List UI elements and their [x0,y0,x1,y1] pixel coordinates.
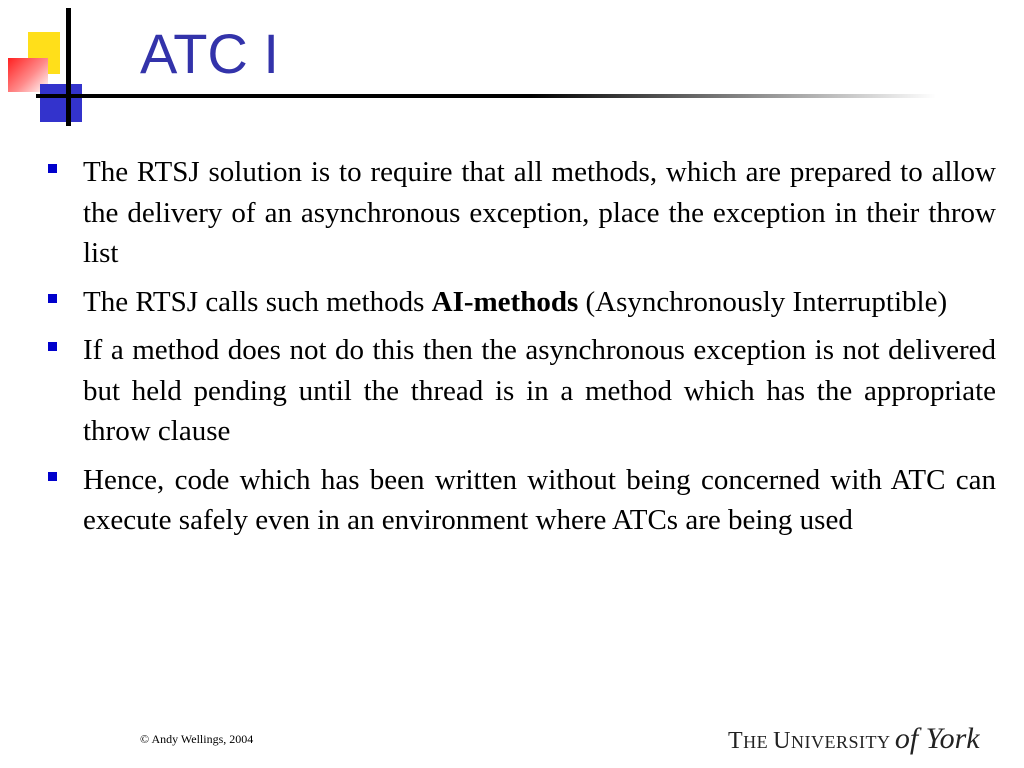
bullet-item [48,282,996,323]
slide-title: ATC I [140,22,279,85]
bullet-item [48,152,996,274]
decor-vertical-line [66,8,71,126]
bullet-text-pre: The RTSJ calls such methods [83,285,432,318]
bullet-square-icon [48,472,57,481]
bullet-text: If a method does not do this then the asynchronous exception is not delivered but held pending until the thread is in a method which has the appropriate throw clause [83,334,996,447]
bullet-item [48,460,996,541]
bullet-text: Hence, code which has been written without being concerned with ATC can execute safely even in an environment where ATCs are being used [83,463,996,536]
decor-horizontal-line [36,94,936,98]
bullet-square-icon [48,342,57,351]
bullet-text-bold: AI-methods [431,285,579,318]
decor-blue-square [40,84,82,122]
bullet-text-post: (Asynchronously Interruptible) [578,285,948,318]
bullet-item [48,330,996,452]
university-logo: THE UNIVERSITY of York [728,722,980,755]
bullet-text: The RTSJ solution is to require that all methods, which are prepared to allow the delivery of an asynchronous exception, place the exception in their throw list [83,156,996,269]
footer-copyright: © Andy Wellings, 2004 [140,732,254,746]
bullet-list [48,152,996,549]
bullet-square-icon [48,294,57,303]
bullet-square-icon [48,164,57,173]
